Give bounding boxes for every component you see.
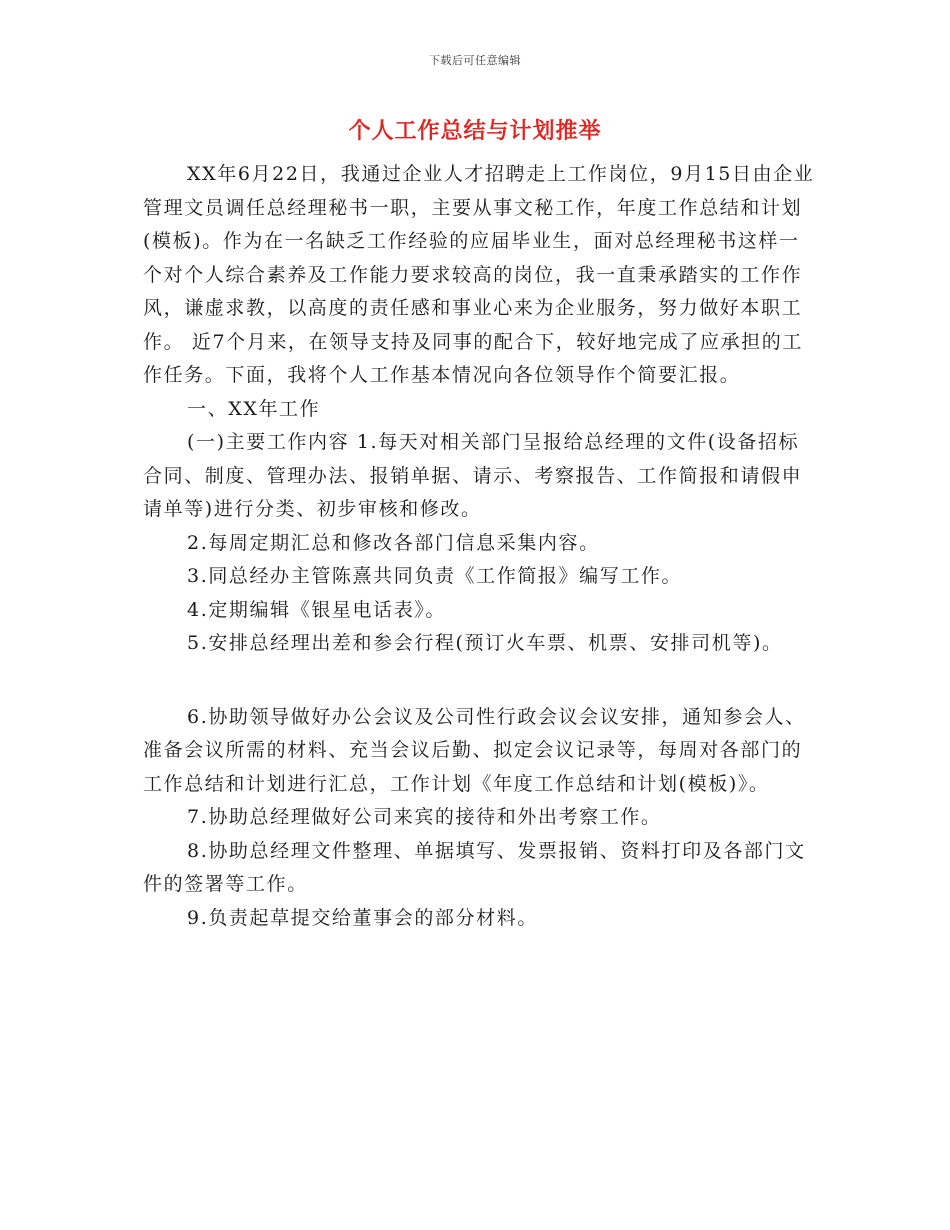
- paragraph-intro: XX年6月22日，我通过企业人才招聘走上工作岗位，9月15日由企业管理文员调任总经理秘书一职，主要从事文秘工作，年度工作总结和计划(模板)。作为在一名缺乏工作经验的应届毕业生，面对总经理秘书这样一个对个人综合素养及工作能力要求较高的岗位，我一直秉承踏实的工作作风，谦虚求教，以高度的责任感和事业心来为企业服务，努力做好本职工作。 近7个月来，在领导支持及同事的配合下，较好地完成了应承担的工作任务。下面，我将个人工作基本情况向各位领导作个简要汇报。: [143, 163, 815, 386]
- list-item-7: 7.协助总经理做好公司来宾的接待和外出考察工作。: [187, 806, 662, 828]
- page-header-note: 下载后可任意编辑: [429, 54, 521, 67]
- list-item-2: 2.每周定期汇总和修改各部门信息采集内容。: [187, 531, 600, 554]
- paragraph-main-duties: (一)主要工作内容 1.每天对相关部门呈报给总经理的文件(设备招标合同、制度、管理办法、报销单据、请示、考察报告、工作简报和请假申请单等)进行分类、初步审核和修改。: [143, 431, 803, 520]
- paragraph-gap: [143, 661, 815, 701]
- list-item-8: 8.协助总经理文件整理、单据填写、发票报销、资料打印及各部门文件的签署等工作。: [143, 839, 806, 895]
- list-item-9: 9.负责起草提交给董事会的部分材料。: [187, 906, 538, 929]
- list-item-3: 3.同总经办主管陈熹共同负责《工作简报》编写工作。: [187, 565, 683, 587]
- list-item-5: 5.安排总经理出差和参会行程(预订火车票、机票、安排司机等)。: [187, 632, 783, 654]
- document-body: [143, 158, 815, 935]
- section-heading: 一、XX年工作: [187, 397, 321, 420]
- list-item-6: 6.协助领导做好办公会议及公司性行政会议会议安排，通知参会人、准备会议所需的材料、充当会议后勤、拟定会议记录等，每周对各部门的工作总结和计划进行汇总，工作计划《年度工作总结和计划(模板)》。: [143, 705, 806, 795]
- document-title: 个人工作总结与计划推举: [348, 118, 602, 144]
- list-item-4: 4.定期编辑《银星电话表》。: [187, 598, 447, 621]
